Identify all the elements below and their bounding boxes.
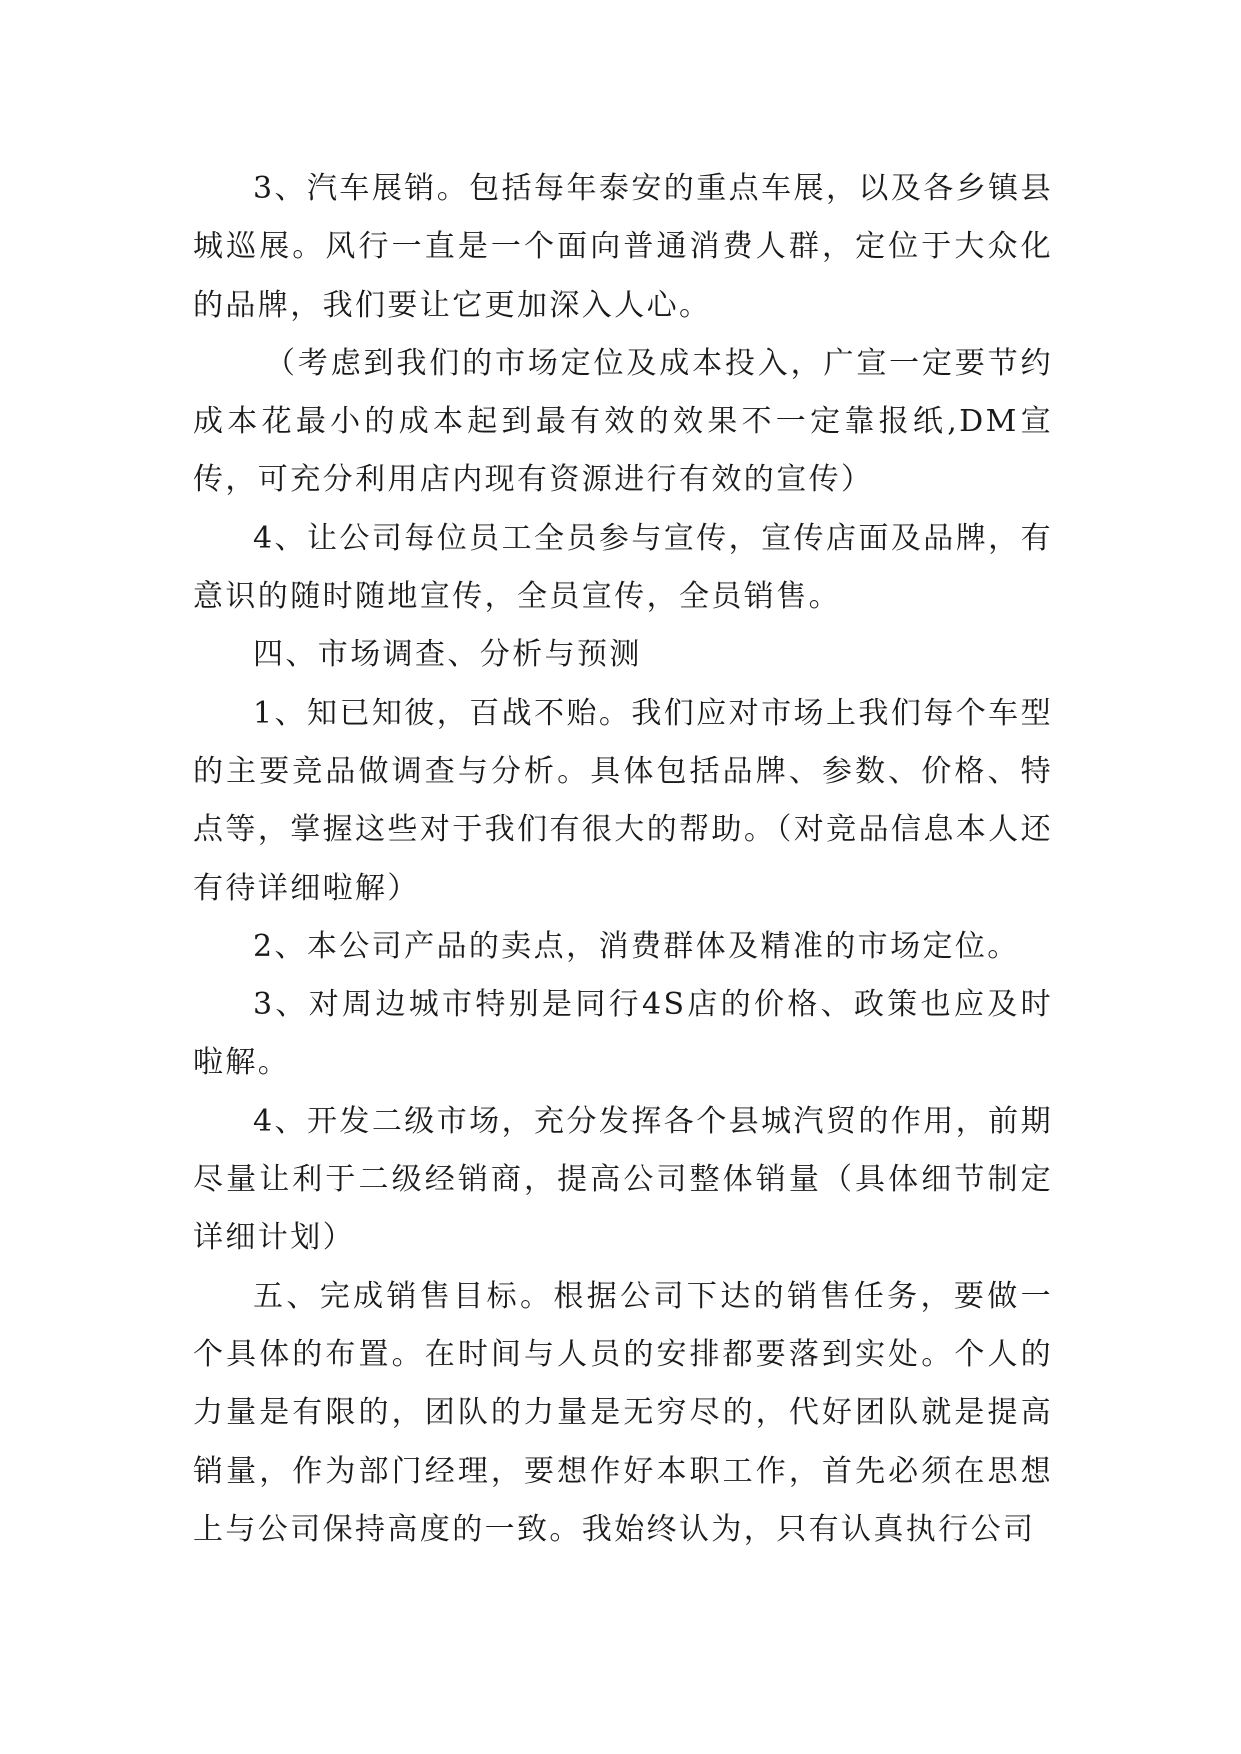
paragraph-selling-points: 2、本公司产品的卖点，消费群体及精准的市场定位。 — [253, 928, 1020, 964]
paragraph-staff-promotion: 4、让公司每位员工全员参与宣传，宣传店面及品牌，有意识的随时随地宣传，全员宣传，全员销售。 — [193, 520, 1053, 615]
paragraph-cost-note: （考虑到我们的市场定位及成本投入，广宣一定要节约成本花最小的成本起到最有效的效果不一定靠报纸,DM宣传，可充分利用店内现有资源进行有效的宣传） — [193, 345, 1053, 498]
paragraph-sales-target: 五、完成销售目标。根据公司下达的销售任务，要做一个具体的布置。在时间与人员的安排都要落到实处。个人的力量是有限的，团队的力量是无穷尽的，代好团队就是提高销量，作为部门经理，要想作好本职工作，首先必须在思想上与公司保持高度的一致。我始终认为，只有认真执行公司 — [193, 1278, 1053, 1547]
paragraph-nearby-cities: 3、对周边城市特别是同行4S店的价格、政策也应及时啦解。 — [193, 987, 1053, 1081]
paragraph-auto-show: 3、汽车展销。包括每年泰安的重点车展，以及各乡镇县城巡展。风行一直是一个面向普通消费人群，定位于大众化的品牌，我们要让它更加深入人心。 — [193, 171, 1053, 323]
document-body — [193, 160, 1053, 1559]
section-heading-market-research: 四、市场调查、分析与预测 — [253, 637, 642, 673]
paragraph-competitor-analysis: 1、知已知彼，百战不贻。我们应对市场上我们每个车型的主要竞品做调查与分析。具体包括品牌、参数、价格、特点等，掌握这些对于我们有很大的帮助。（对竞品信息本人还有待详细啦解） — [193, 695, 1053, 906]
paragraph-secondary-market: 4、开发二级市场，充分发挥各个县城汽贸的作用，前期尽量让利于二级经销商，提高公司整体销量（具体细节制定详细计划） — [193, 1103, 1053, 1256]
